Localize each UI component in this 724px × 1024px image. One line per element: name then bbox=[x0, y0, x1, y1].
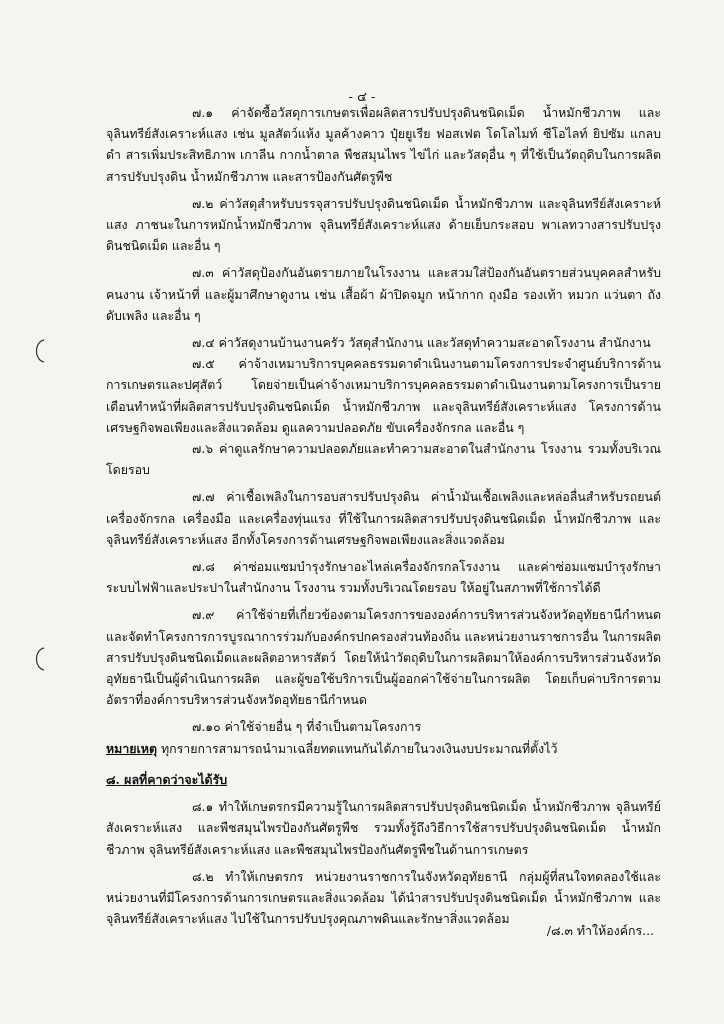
paragraph-7-10: ๗.๑๐ ค่าใช้จ่ายอื่น ๆ ที่จำเป็นตามโครงการ bbox=[192, 719, 422, 735]
page-number: - ๔ - bbox=[348, 90, 376, 105]
note-text: ทุกรายการสามารถนำมาเฉลี่ยทดแทนกันได้ภายในวงเงินงบประมาณที่ตั้งไว้ bbox=[157, 740, 558, 756]
note-label: หมายเหตุ bbox=[106, 740, 158, 756]
paragraph-7-8: ๗.๘ ค่าซ่อมแซมบำรุงรักษาอะไหล่เครื่องจักรกลโรงงาน และค่าซ่อมแซมบำรุงรักษาระบบไฟฟ้าและประปาในสำนักงาน โรงงาน รวมทั้งบริเวณโดยรอบ ให้อยู่ในสภาพที่ใช้การได้ดี bbox=[106, 559, 661, 596]
punch-hole-mark bbox=[30, 338, 50, 364]
paragraph-8-2: ๘.๒ ทำให้เกษตรกร หน่วยงานราชการในจังหวัดอุทัยธานี กลุ่มผู้ที่สนใจทดลองใช้และหน่วยงานที่มีโครงการด้านการเกษตรและสิ่งแวดล้อม ได้นำสารปรับปรุงดินชนิดเม็ด น้ำหมักชีวภาพ และจุลินทรีย์สังเคราะห์แสง ไปใช้ในการปรับปรุงคุณภาพดินและรักษาสิ่งแวดล้อม bbox=[106, 868, 661, 927]
paragraph-7-1: ๗.๑ ค่าจัดซื้อวัสดุการเกษตรเพื่อผลิตสารปรับปรุงดินชนิดเม็ด น้ำหมักชีวภาพ และจุลินทรีย์สังเคราะห์แสง เช่น มูลสัตว์แห้ง มูลค้างคาว ปุ๋ยยูเรีย ฟอสเฟต โดโลไมท์ ซีโอไลท์ ยิปซัม แกลบดำ สารเพิ่มประสิทธิภาพ เกาลีน กากน้ำตาล พืชสมุนไพร ไข่ไก่ และวัสดุอื่น ๆ ที่ใช้เป็นวัตถุดิบในการผลิตสารปรับปรุงดิน น้ำหมักชีวภาพ และสารป้องกันศัตรูพืช bbox=[106, 105, 661, 184]
document-body bbox=[106, 102, 661, 929]
paragraph-7-4: ๗.๔ ค่าวัสดุงานบ้านงานครัว วัสดุสำนักงาน และวัสดุทำความสะอาดโรงงาน สำนักงาน bbox=[192, 335, 651, 351]
section-8-heading: ๘. ผลที่คาดว่าจะได้รับ bbox=[106, 771, 228, 787]
paragraph-7-6: ๗.๖ ค่าดูแลรักษาความปลอดภัยและทำความสะอาดในสำนักงาน โรงงาน รวมทั้งบริเวณโดยรอบ bbox=[106, 441, 661, 478]
paragraph-7-5: ๗.๕ ค่าจ้างเหมาบริการบุคคลธรรมดาดำเนินงานตามโครงการประจำศูนย์บริการด้านการเกษตรและปศุสัตว์ โดยจ่ายเป็นค่าจ้างเหมาบริการบุคคลธรรมดาดำเนินงานตามโครงการเป็นรายเดือนทำหน้าที่ผลิตสารปรับปรุงดินชนิดเม็ด น้ำหมักชีวภาพ และจุลินทรีย์สังเคราะห์แสง โครงการด้านเศรษฐกิจพอเพียงและสิ่งแวดล้อม ดูแลความปลอดภัย ขับเครื่องจักรกล และอื่น ๆ bbox=[106, 356, 661, 435]
note-line bbox=[106, 738, 661, 759]
continuation-footer: /๘.๓ ทำให้องค์กร... bbox=[546, 923, 654, 938]
paragraph-8-1: ๘.๑ ทำให้เกษตรกรมีความรู้ในการผลิตสารปรับปรุงดินชนิดเม็ด น้ำหมักชีวภาพ จุลินทรีย์สังเคราะห์แสง และพืชสมุนไพรป้องกันศัตรูพืช รวมทั้งรู้ถึงวิธีการใช้สารปรับปรุงดินชนิดเม็ด น้ำหมักชีวภาพ จุลินทรีย์สังเคราะห์แสง และพืชสมุนไพรป้องกันศัตรูพืชในด้านการเกษตร bbox=[106, 799, 661, 857]
punch-hole-mark bbox=[30, 646, 50, 672]
paragraph-7-7: ๗.๗ ค่าเชื้อเพลิงในการอบสารปรับปรุงดิน ค่าน้ำมันเชื้อเพลิงและหล่อลื่นสำหรับรถยนต์ เครื่องจักรกล เครื่องมือ และเครื่องทุ่นแรง ที่ใช้ในการผลิตสารปรับปรุงดินชนิดเม็ด น้ำหมักชีวภาพ และจุลินทรีย์สังเคราะห์แสง อีกทั้งโครงการด้านเศรษฐกิจพอเพียงและสิ่งแวดล้อม bbox=[106, 489, 661, 547]
paragraph-7-3: ๗.๓ ค่าวัสดุป้องกันอันตรายภายในโรงงาน และสวมใส่ป้องกันอันตรายส่วนบุคคลสำหรับคนงาน เจ้าหน้าที่ และผู้มาศึกษาดูงาน เช่น เสื้อผ้า ผ้าปิดจมูก หน้ากาก ถุงมือ รองเท้า หมวก แว่นตา ถังดับเพลิง และอื่น ๆ bbox=[106, 265, 661, 323]
paragraph-7-9: ๗.๙ ค่าใช้จ่ายที่เกี่ยวข้องตามโครงการขององค์การบริหารส่วนจังหวัดอุทัยธานีกำหนดและจัดทำโครงการการบูรณาการร่วมกับองค์กรปกครองส่วนท้องถิ่น และหน่วยงานราชการอื่น ในการผลิตสารปรับปรุงดินชนิดเม็ดและผลิตอาหารสัตว์ โดยให้นำวัตถุดิบในการผลิตมาให้องค์การบริหารส่วนจังหวัดอุทัยธานีเป็นผู้ดำเนินการผลิต และผู้ขอใช้บริการเป็นผู้ออกค่าใช้จ่ายในการผลิต โดยเก็บค่าบริการตามอัตราที่องค์การบริหารส่วนจังหวัดอุทัยธานีกำหนด bbox=[106, 607, 661, 708]
paragraph-7-2: ๗.๒ ค่าวัสดุสำหรับบรรจุสารปรับปรุงดินชนิดเม็ด น้ำหมักชีวภาพ และจุลินทรีย์สังเคราะห์แสง ภาชนะในการหมักน้ำหมักชีวภาพ จุลินทรีย์สังเคราะห์แสง ด้ายเย็บกระสอบ พาเลทวางสารปรับปรุงดินชนิดเม็ด และอื่น ๆ bbox=[106, 195, 661, 254]
